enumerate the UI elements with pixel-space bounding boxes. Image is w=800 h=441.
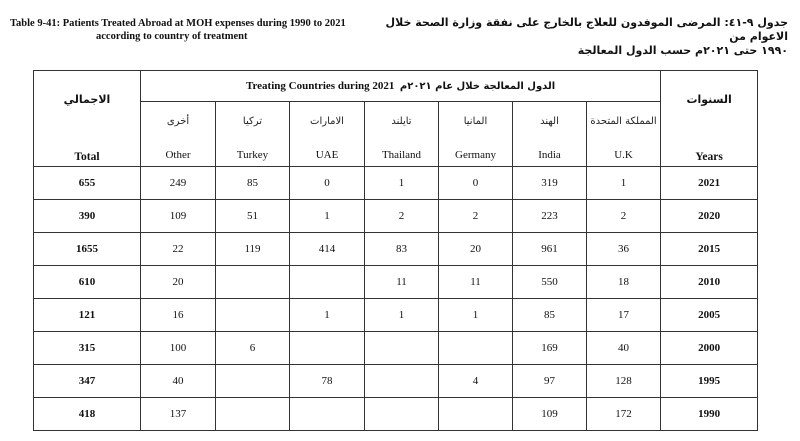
treating-countries-header	[141, 71, 661, 102]
year-cell: 1995	[661, 365, 758, 398]
value-cell	[290, 398, 365, 431]
table-row	[34, 266, 758, 299]
value-cell: 249	[141, 167, 216, 200]
value-cell	[365, 398, 439, 431]
country-en: Turkey	[236, 149, 269, 161]
value-cell: 11	[439, 266, 513, 299]
country-ar: تركيا	[242, 116, 263, 127]
value-cell: 109	[141, 200, 216, 233]
value-cell	[216, 365, 290, 398]
total-cell: 418	[34, 398, 141, 431]
country-header	[365, 102, 439, 167]
country-ar: الامارات	[310, 116, 344, 127]
country-en: Thailand	[381, 149, 422, 161]
total-cell: 655	[34, 167, 141, 200]
country-header	[141, 102, 216, 167]
total-header	[34, 71, 141, 167]
year-cell: 2005	[661, 299, 758, 332]
value-cell: 22	[141, 233, 216, 266]
country-ar: المانيا	[463, 116, 488, 127]
country-header	[216, 102, 290, 167]
value-cell	[290, 332, 365, 365]
value-cell: 40	[141, 365, 216, 398]
value-cell: 961	[513, 233, 587, 266]
value-cell: 109	[513, 398, 587, 431]
total-cell: 390	[34, 200, 141, 233]
value-cell: 97	[513, 365, 587, 398]
value-cell: 128	[587, 365, 661, 398]
table-row	[34, 398, 758, 431]
years-header-ar: السنوات	[686, 93, 732, 106]
country-en: Germany	[455, 149, 496, 161]
value-cell: 2	[365, 200, 439, 233]
treating-countries-en: Treating Countries during 2021	[245, 80, 395, 92]
year-cell: 1990	[661, 398, 758, 431]
years-header	[661, 71, 758, 167]
country-ar: المملكة المتحدة	[590, 116, 657, 127]
country-en: India	[538, 149, 561, 161]
value-cell: 414	[290, 233, 365, 266]
country-en: U.K	[614, 149, 633, 161]
country-header	[439, 102, 513, 167]
value-cell: 11	[365, 266, 439, 299]
table-row	[34, 200, 758, 233]
value-cell	[365, 332, 439, 365]
table-row	[34, 167, 758, 200]
total-cell: 610	[34, 266, 141, 299]
value-cell: 0	[439, 167, 513, 200]
title-arabic	[368, 16, 788, 58]
table-row	[34, 233, 758, 266]
value-cell: 119	[216, 233, 290, 266]
table-row	[34, 299, 758, 332]
value-cell: 2	[587, 200, 661, 233]
year-cell: 2000	[661, 332, 758, 365]
country-header	[290, 102, 365, 167]
value-cell: 40	[587, 332, 661, 365]
year-cell: 2021	[661, 167, 758, 200]
year-cell: 2010	[661, 266, 758, 299]
value-cell: 1	[439, 299, 513, 332]
country-ar: أخرى	[166, 116, 190, 127]
title-english-line1: Table 9-41: Patients Treated Abroad at MOH expenses during 1990 to 2021	[10, 18, 346, 29]
value-cell: 83	[365, 233, 439, 266]
country-ar: الهند	[540, 116, 559, 127]
value-cell: 20	[439, 233, 513, 266]
value-cell: 0	[290, 167, 365, 200]
value-cell: 6	[216, 332, 290, 365]
value-cell: 169	[513, 332, 587, 365]
value-cell: 137	[141, 398, 216, 431]
value-cell: 550	[513, 266, 587, 299]
total-cell: 1655	[34, 233, 141, 266]
value-cell: 20	[141, 266, 216, 299]
year-cell: 2015	[661, 233, 758, 266]
total-cell: 315	[34, 332, 141, 365]
value-cell	[216, 299, 290, 332]
treating-countries-ar: الدول المعالجة خلال عام ٢٠٢١م	[399, 81, 556, 92]
value-cell	[439, 398, 513, 431]
country-header	[587, 102, 661, 167]
table-row	[34, 365, 758, 398]
value-cell	[216, 398, 290, 431]
total-header-en: Total	[74, 151, 100, 163]
value-cell	[365, 365, 439, 398]
country-en: UAE	[315, 149, 339, 161]
value-cell: 85	[513, 299, 587, 332]
value-cell: 172	[587, 398, 661, 431]
header-row-2	[34, 102, 758, 167]
value-cell: 1	[290, 200, 365, 233]
country-header	[513, 102, 587, 167]
years-header-en: Years	[695, 151, 723, 163]
value-cell: 1	[587, 167, 661, 200]
value-cell: 78	[290, 365, 365, 398]
value-cell: 2	[439, 200, 513, 233]
value-cell: 17	[587, 299, 661, 332]
total-cell: 347	[34, 365, 141, 398]
title-arabic-line2: ١٩٩٠ حتى ٢٠٢١م حسب الدول المعالجة	[577, 44, 788, 57]
value-cell: 36	[587, 233, 661, 266]
value-cell	[290, 266, 365, 299]
value-cell: 16	[141, 299, 216, 332]
title-english	[10, 17, 390, 43]
value-cell	[216, 266, 290, 299]
header-row-1	[34, 71, 758, 102]
year-cell: 2020	[661, 200, 758, 233]
value-cell: 1	[290, 299, 365, 332]
value-cell: 319	[513, 167, 587, 200]
value-cell: 1	[365, 299, 439, 332]
value-cell: 4	[439, 365, 513, 398]
title-english-line2: according to country of treatment	[96, 31, 248, 42]
value-cell: 223	[513, 200, 587, 233]
table-row	[34, 332, 758, 365]
total-header-ar: الاجمالي	[63, 93, 111, 106]
value-cell: 85	[216, 167, 290, 200]
title-arabic-line1: جدول ٩-٤١: المرضى الموفدون للعلاج بالخارج على نفقة وزارة الصحة خلال الاعوام من	[385, 16, 788, 43]
total-cell: 121	[34, 299, 141, 332]
patients-table	[33, 70, 758, 431]
value-cell: 100	[141, 332, 216, 365]
country-en: Other	[165, 149, 191, 161]
value-cell: 51	[216, 200, 290, 233]
value-cell: 18	[587, 266, 661, 299]
country-ar: تايلند	[391, 116, 412, 127]
value-cell: 1	[365, 167, 439, 200]
value-cell	[439, 332, 513, 365]
